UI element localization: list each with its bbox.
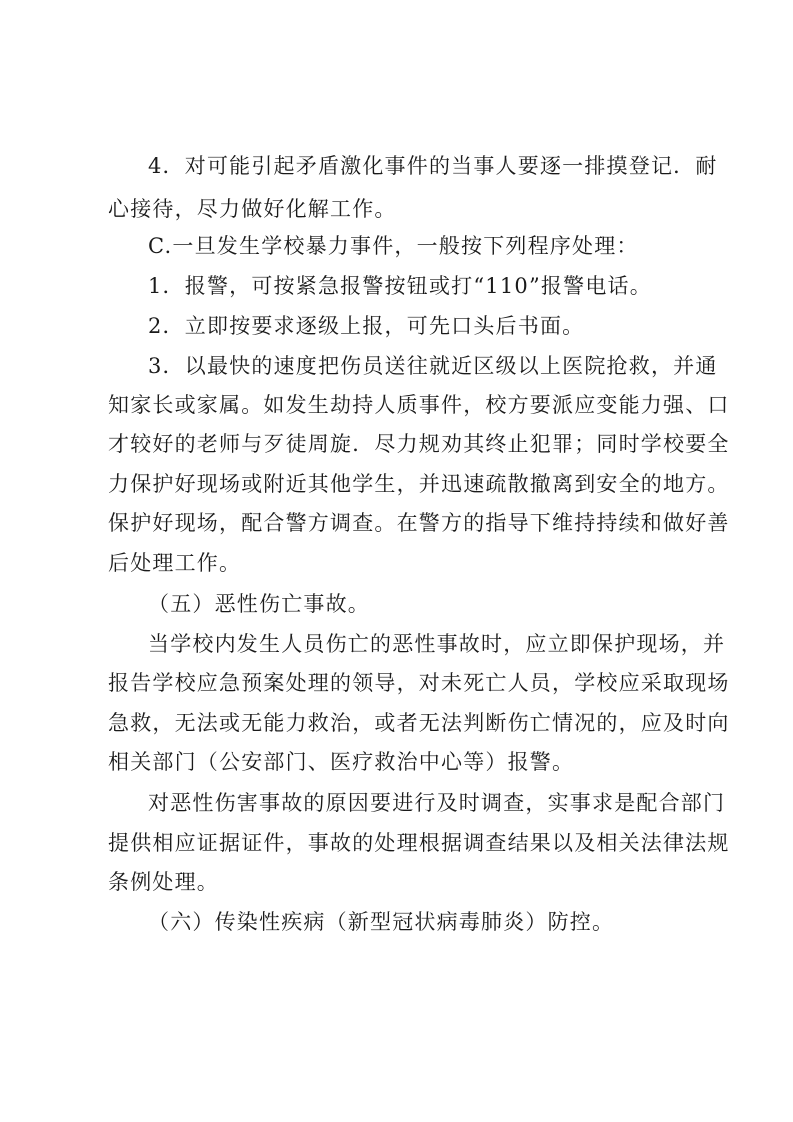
paragraph-line: 3．以最快的速度把伤员送往就近区级以上医院抢救，并通 [148,354,718,378]
paragraph-line: 心接待，尽力做好化解工作。 [108,197,397,221]
paragraph-line: C.一旦发生学校暴力事件，一般按下列程序处理： [148,234,639,258]
paragraph-line: 才较好的老师与歹徒周旋．尽力规劝其终止犯罪；同时学校要全 [108,432,730,456]
paragraph-line: 4．对可能引起矛盾激化事件的当事人要逐一排摸登记．耐 [148,154,718,178]
paragraph-line: 提供相应证据证件，事故的处理根据调查结果以及相关法律法规 [108,831,730,855]
paragraph-line: 报告学校应急预案处理的领导，对未死亡人员，学校应采取现场 [108,671,730,695]
paragraph-line: 1．报警，可按紧急报警按钮或打“110”报警电话。 [148,274,652,298]
paragraph-line: 后处理工作。 [108,551,242,575]
paragraph-line: 保护好现场，配合警方调查。在警方的指导下维持持续和做好善 [108,511,730,535]
paragraph-line: 当学校内发生人员伤亡的恶性事故时，应立即保护现场，并 [148,632,726,656]
paragraph-line: 对恶性伤害事故的原因要进行及时调查，实事求是配合部门 [148,791,726,815]
paragraph-line: 力保护好现场或附近其他学生，并迅速疏散撤离到安全的地方。 [108,472,730,496]
paragraph-line: 急救，无法或无能力救治，或者无法判断伤亡情况的，应及时向 [108,711,730,735]
paragraph-line: 条例处理。 [108,870,219,894]
section-heading: （六）传染性疾病（新型冠状病毒肺炎）防控。 [148,910,615,934]
section-heading: （五）恶性伤亡事故。 [148,592,370,616]
paragraph-line: 知家长或家属。如发生劫持人质事件，校方要派应变能力强、口 [108,393,730,417]
paragraph-line: 2．立即按要求逐级上报，可先口头后书面。 [148,314,585,338]
paragraph-line: 相关部门（公安部门、医疗救治中心等）报警。 [108,750,575,774]
